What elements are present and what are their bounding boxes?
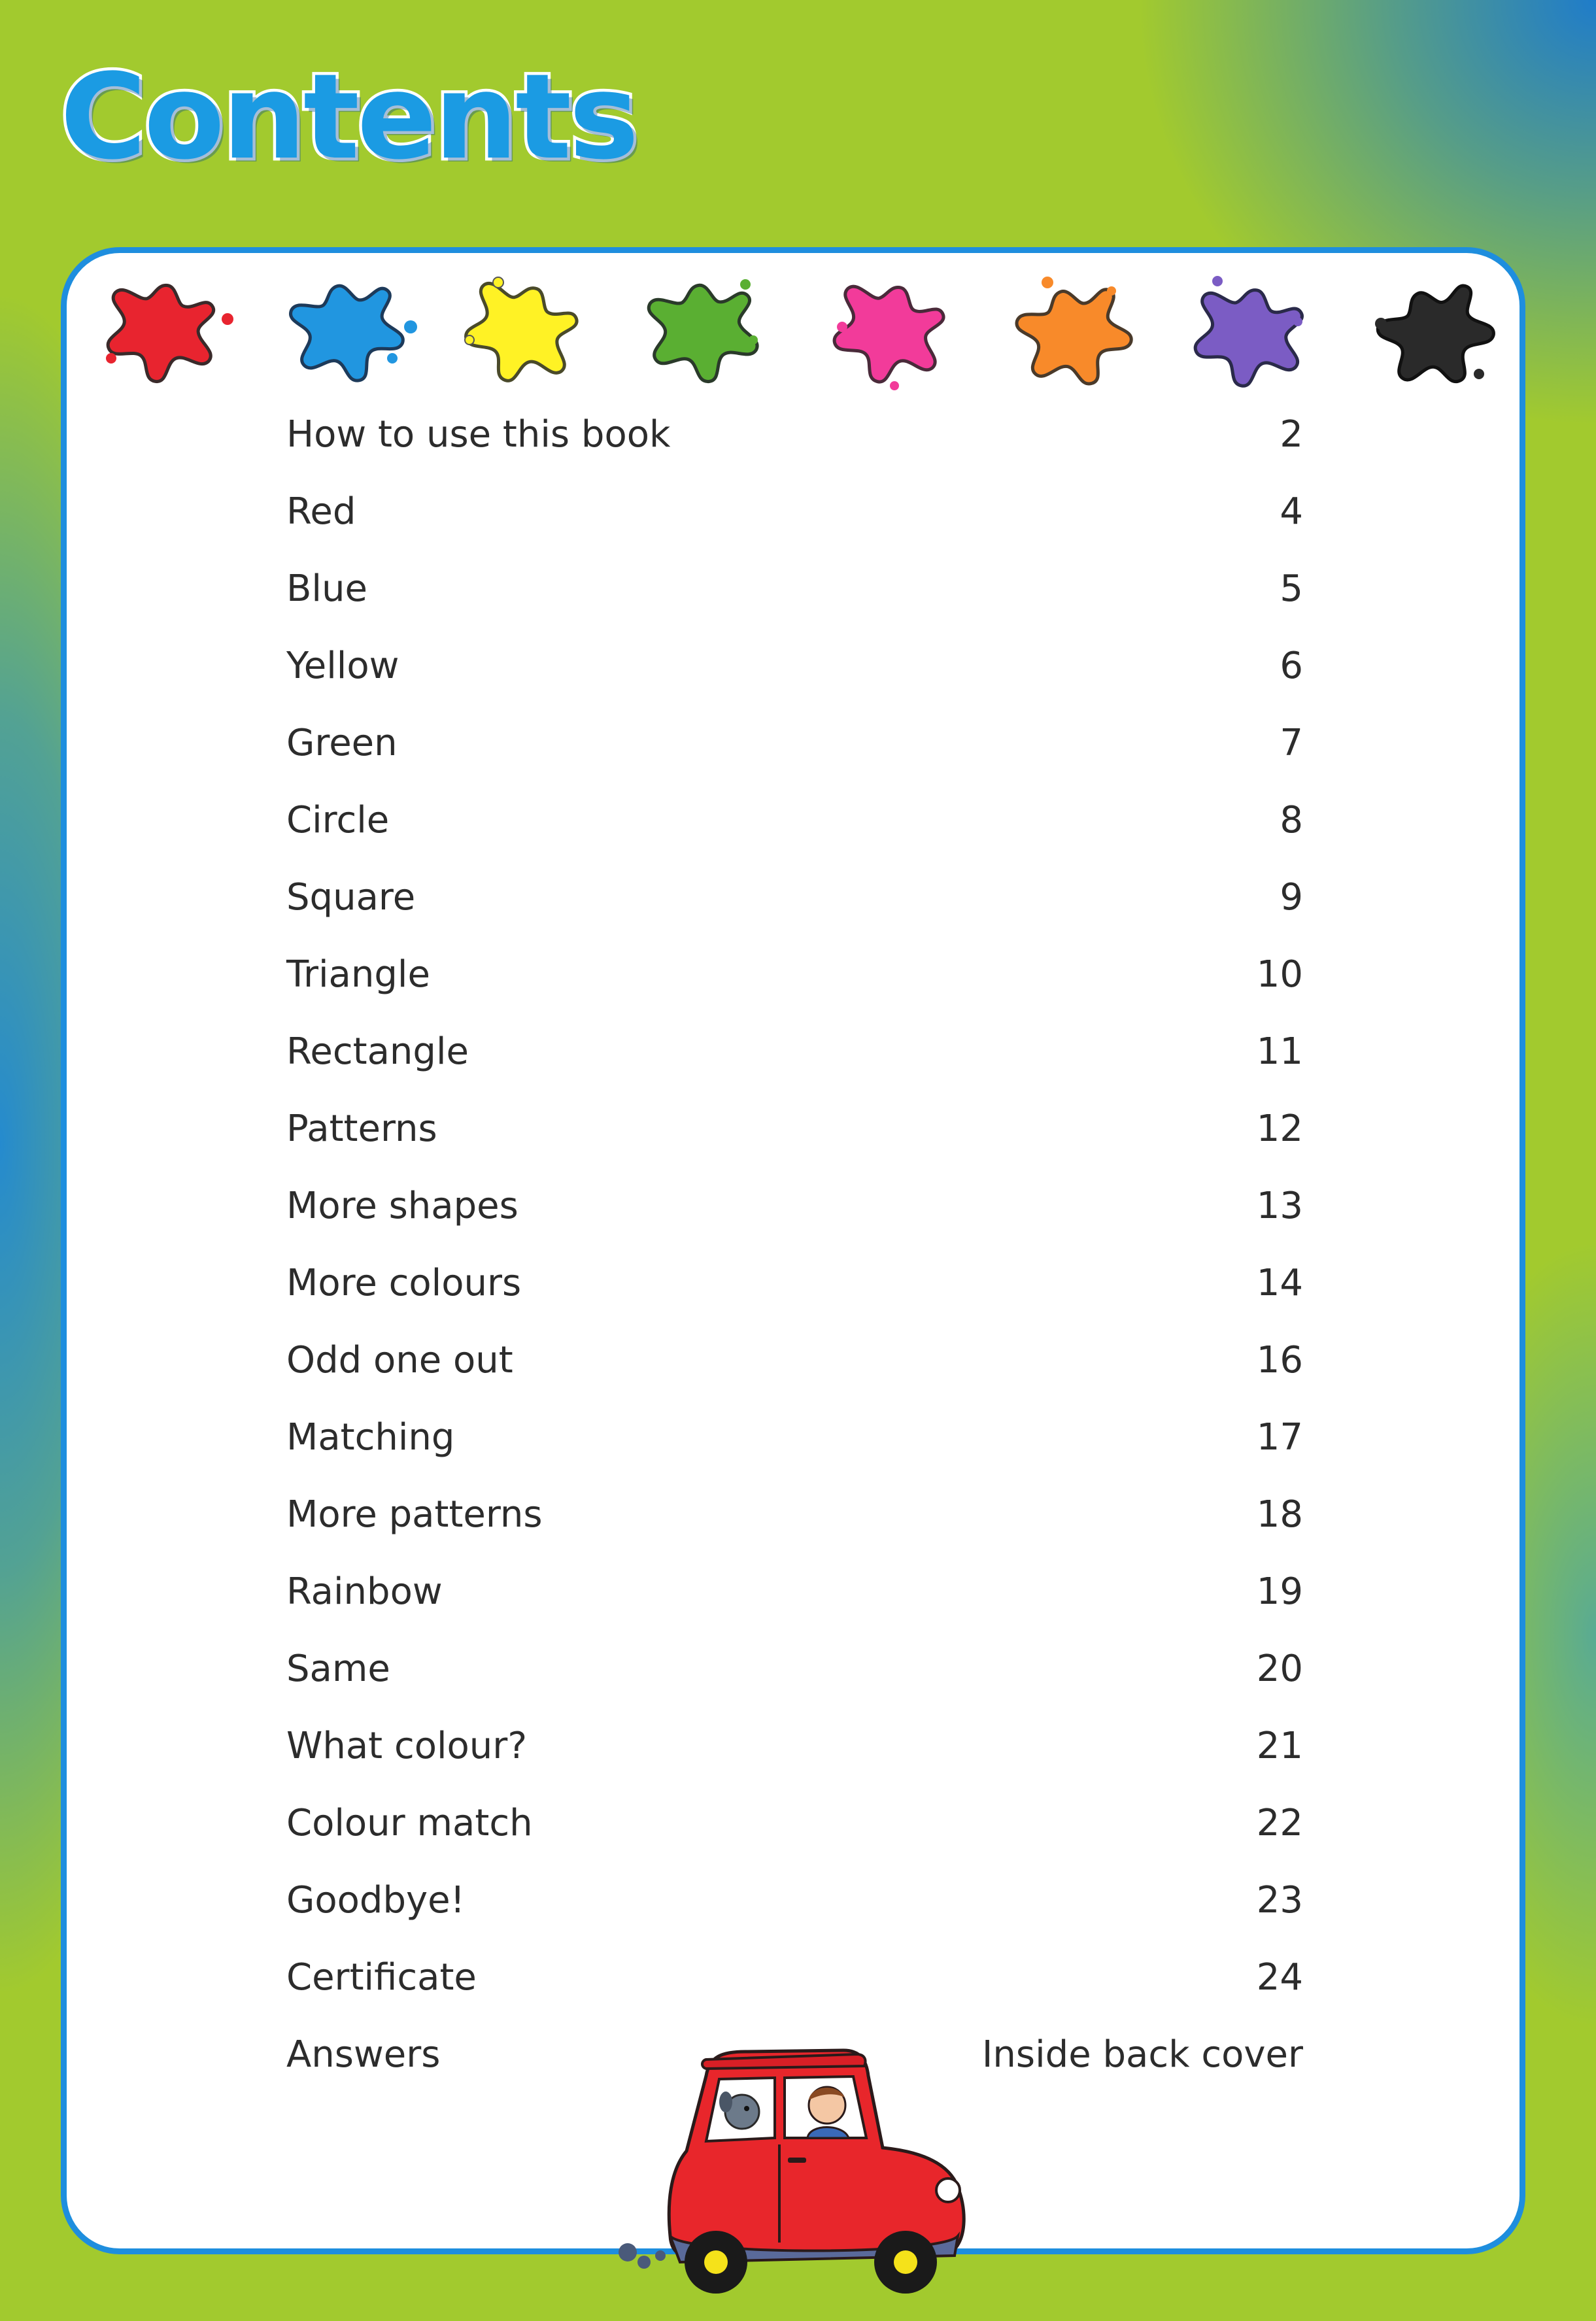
toc-page-number: 8 (1280, 798, 1303, 841)
toc-label: How to use this book (286, 413, 671, 456)
toc-page-number: 17 (1256, 1415, 1303, 1459)
toc-entry[interactable] (286, 1707, 1303, 1784)
toc-entry[interactable] (286, 473, 1303, 550)
toc-page-number: 13 (1256, 1184, 1303, 1227)
toc-page-number: 7 (1280, 721, 1303, 764)
page-title: Contents (60, 49, 637, 186)
toc-entry[interactable] (286, 1013, 1303, 1090)
toc-page-number: 24 (1256, 1956, 1303, 1999)
toc-page-number: 16 (1256, 1338, 1303, 1381)
toc-entry[interactable] (286, 1553, 1303, 1630)
toc-page-number: 14 (1256, 1261, 1303, 1304)
toc-label: Rectangle (286, 1030, 469, 1073)
toc-label: Odd one out (286, 1338, 513, 1381)
toc-entry[interactable] (286, 704, 1303, 781)
red-car-illustration (608, 2040, 987, 2321)
toc-page-number: 19 (1256, 1570, 1303, 1613)
toc-entry[interactable] (286, 1321, 1303, 1398)
toc-entry[interactable] (286, 396, 1303, 473)
toc-label: Blue (286, 567, 367, 610)
toc-page-number: 2 (1280, 413, 1303, 456)
toc-page-number: 9 (1280, 875, 1303, 919)
toc-entry[interactable] (286, 627, 1303, 704)
toc-label: More colours (286, 1261, 522, 1304)
toc-page-number: 10 (1256, 953, 1303, 996)
toc-label: Rainbow (286, 1570, 443, 1613)
toc-label: Red (286, 490, 356, 533)
toc-label: Certificate (286, 1956, 477, 1999)
toc-entry[interactable] (286, 550, 1303, 627)
toc-entry[interactable] (286, 1398, 1303, 1476)
toc-entry[interactable] (286, 1630, 1303, 1707)
toc-page-number: 12 (1256, 1107, 1303, 1150)
toc-entry[interactable] (286, 1784, 1303, 1861)
toc-page-number: 23 (1256, 1878, 1303, 1922)
toc-label: Colour match (286, 1801, 533, 1844)
toc-entry[interactable] (286, 1244, 1303, 1321)
toc-entry[interactable] (286, 1861, 1303, 1939)
toc-page-number: 18 (1256, 1493, 1303, 1536)
toc-page-number: 21 (1256, 1724, 1303, 1767)
toc-page-number: 6 (1280, 644, 1303, 687)
toc-entry[interactable] (286, 858, 1303, 936)
toc-entry[interactable] (286, 781, 1303, 858)
toc-label: Answers (286, 2033, 441, 2076)
toc-page-number: Inside back cover (981, 2033, 1303, 2076)
toc-page-number: 11 (1256, 1030, 1303, 1073)
toc-page-number: 20 (1256, 1647, 1303, 1690)
toc-page-number: 22 (1256, 1801, 1303, 1844)
toc-label: Patterns (286, 1107, 437, 1150)
toc-label: Matching (286, 1415, 455, 1459)
toc-label: Yellow (286, 644, 399, 687)
toc-label: Triangle (286, 953, 430, 996)
toc-label: Square (286, 875, 416, 919)
toc-label: Goodbye! (286, 1878, 466, 1922)
toc-label: Green (286, 721, 398, 764)
toc-entry[interactable] (286, 1090, 1303, 1167)
toc-label: Same (286, 1647, 390, 1690)
toc-page-number: 5 (1280, 567, 1303, 610)
toc-entry[interactable] (286, 1167, 1303, 1244)
toc-label: More patterns (286, 1493, 543, 1536)
toc-label: What colour? (286, 1724, 528, 1767)
toc-entry[interactable] (286, 1476, 1303, 1553)
toc-page-number: 4 (1280, 490, 1303, 533)
toc-label: More shapes (286, 1184, 518, 1227)
toc-entry[interactable] (286, 936, 1303, 1013)
toc-entry[interactable] (286, 1939, 1303, 2016)
toc-label: Circle (286, 798, 390, 841)
